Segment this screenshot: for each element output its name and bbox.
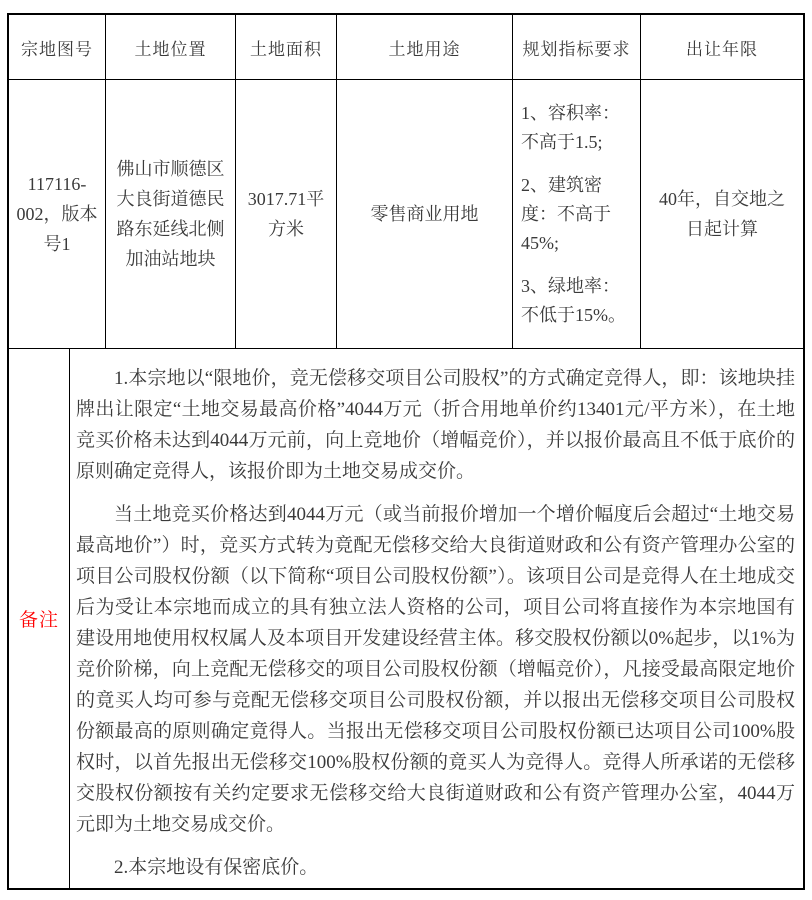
usage-cell: 零售商业用地 xyxy=(337,80,513,348)
planning-item-building-density: 2、建筑密度：不高于45%; xyxy=(521,174,611,253)
remark-body xyxy=(70,349,803,888)
column-header-usage: 土地用途 xyxy=(337,15,513,79)
remark-paragraph-1: 1.本宗地以“限地价，竞无偿移交项目公司股权”的方式确定竞得人，即：该地块挂牌出让限定“土地交易最高价格”4044万元（折合用地单价约13401元/平方米），在土地竞买价格未达到4044万元前，向上竞地价（增幅竞价），并以报价最高且不低于底价的原则确定竞得人，该报价即为土地交易成交价。 xyxy=(76,368,795,482)
remark-label: 备注 xyxy=(9,349,70,888)
planning-item-green-ratio: 3、绿地率：不低于15%。 xyxy=(521,275,626,325)
column-header-area: 土地面积 xyxy=(236,15,337,79)
land-listing-table xyxy=(7,13,805,890)
column-header-plot-no: 宗地图号 xyxy=(9,15,106,79)
remark-row xyxy=(9,349,803,888)
location-cell: 佛山市顺德区大良街道德民路东延线北侧加油站地块 xyxy=(106,80,236,348)
header-row xyxy=(9,15,803,80)
area-cell: 3017.71平方米 xyxy=(236,80,337,348)
planning-cell xyxy=(513,80,641,348)
tenure-cell: 40年，自交地之日起计算 xyxy=(659,189,785,239)
column-header-location: 土地位置 xyxy=(106,15,236,79)
planning-item-plot-ratio: 1、容积率：不高于1.5; xyxy=(521,102,620,152)
remark-paragraph-3: 2.本宗地设有保密底价。 xyxy=(114,857,319,878)
plot-no-cell: 117116-002，版本号1 xyxy=(9,80,106,348)
remark-paragraph-2: 当土地竞买价格达到4044万元（或当前报价增加一个增价幅度后会超过“土地交易最高地价”）时，竞买方式转为竟配无偿移交给大良街道财政和公有资产管理办公室的项目公司股权份额（以下简称“项目公司股权份额”）。该项目公司是竞得人在土地成交后为受让本宗地而成立的具有独立法人资格的公司，项目公司将直接作为本宗地国有建设用地使用权权属人及本项目开发建设经营主体。移交股权份额以0%起步，以1%为竞价阶梯，向上竞配无偿移交的项目公司股权份额（增幅竞价），凡接受最高限定地价的竟买人均可参与竞配无偿移交项目公司股权份额，并以报出无偿移交项目公司股权份额最高的原则确定竟得人。当报出无偿移交项目公司股权份额已达项目公司100%股权时，以首先报出无偿移交100%股权份额的竟买人为竞得人。竞得人所承诺的无偿移交股权份额按有关约定要求无偿移交给大良街道财政和公有资产管理办公室，4044万元即为土地交易成交价。 xyxy=(76,504,795,835)
column-header-planning: 规划指标要求 xyxy=(513,15,641,79)
column-header-tenure: 出让年限 xyxy=(686,39,758,59)
parcel-data-row xyxy=(9,80,803,349)
